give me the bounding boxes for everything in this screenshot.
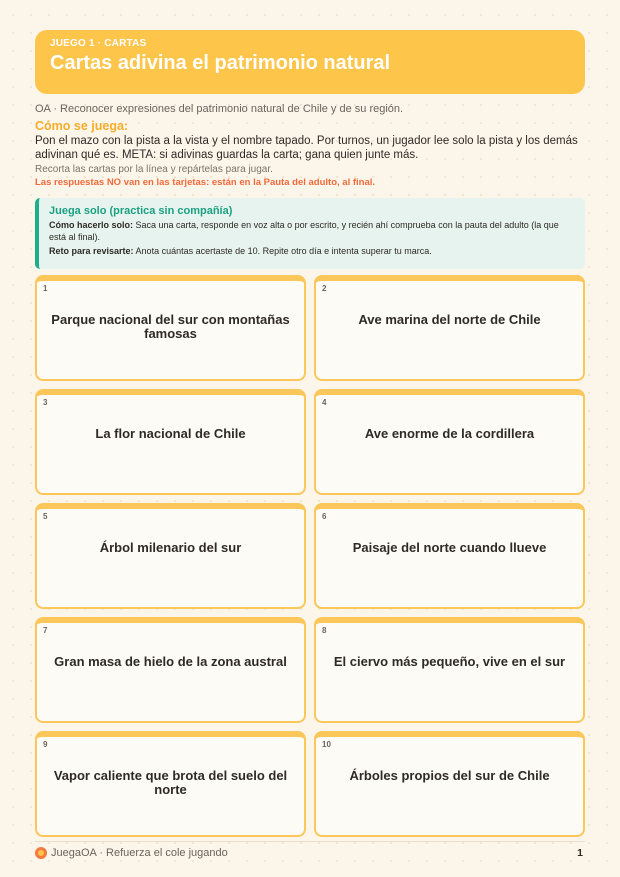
clue-card <box>35 389 306 495</box>
card-clue: Ave marina del norte de Chile <box>358 312 541 327</box>
card-clue: Gran masa de hielo de la zona austral <box>54 654 287 669</box>
solo-play-heading: Juega solo (practica sin compañía) <box>49 205 233 217</box>
how-to-play-text: Pon el mazo con la pista a la vista y el nombre tapado. Por turnos, un jugador lee solo la pista y los demás adivinan qué es. META: si adivinas guardas la carta; gana quien junte más. <box>35 135 578 161</box>
card-number: 3 <box>43 398 48 407</box>
card-clue: Vapor caliente que brota del suelo del norte <box>53 768 288 797</box>
answers-warning: Las respuestas NO van en las tarjetas: están en la Pauta del adulto, al final. <box>35 177 376 188</box>
clue-card <box>314 275 585 381</box>
card-number: 4 <box>322 398 327 407</box>
card-number: 6 <box>322 512 327 521</box>
card-clue: La flor nacional de Chile <box>95 426 246 441</box>
clue-card <box>35 503 306 609</box>
solo-play-box <box>35 198 585 269</box>
title-banner <box>35 30 585 94</box>
card-number: 2 <box>322 284 327 293</box>
card-number: 7 <box>43 626 48 635</box>
page-number: 1 <box>577 846 583 859</box>
footer-brand-text: JuegaOA · Refuerza el cole jugando <box>51 846 228 859</box>
clue-card <box>314 503 585 609</box>
card-number: 9 <box>43 740 48 749</box>
card-number: 1 <box>43 284 48 293</box>
solo-challenge-label: Reto para revisarte: <box>49 246 134 256</box>
solo-challenge-text: Anota cuántas acertaste de 10. Repite otro día e intenta superar tu marca. <box>133 246 432 256</box>
card-clue: Ave enorme de la cordillera <box>364 426 535 441</box>
solo-challenge-line <box>49 246 575 258</box>
card-clue: Árbol milenario del sur <box>99 540 242 555</box>
instructions-section <box>35 103 585 188</box>
game-kicker: JUEGO 1 · CARTAS <box>50 38 147 49</box>
page-title: Cartas adivina el patrimonio natural <box>50 52 391 74</box>
cut-instructions: Recorta las cartas por la línea y repártelas para jugar. <box>35 164 273 175</box>
footer-brand <box>35 847 228 859</box>
clue-card <box>35 617 306 723</box>
page-footer <box>35 841 585 861</box>
learning-objective: OA · Reconocer expresiones del patrimonio natural de Chile y de su región. <box>35 103 404 115</box>
clue-card <box>35 731 306 837</box>
card-clue: Paisaje del norte cuando llueve <box>352 540 547 555</box>
card-clue: Parque nacional del sur con montañas famosas <box>51 312 290 341</box>
card-number: 5 <box>43 512 48 521</box>
how-to-play-heading: Cómo se juega: <box>35 119 129 133</box>
target-circle-icon <box>35 847 47 859</box>
card-number: 8 <box>322 626 327 635</box>
solo-how-text: Saca una carta, responde en voz alta o por escrito, y recién ahí comprueba con la pauta del adulto (la que está al final). <box>49 220 559 242</box>
solo-how-line <box>49 220 575 243</box>
clue-card <box>314 731 585 837</box>
clue-card <box>35 275 306 381</box>
solo-how-label: Cómo hacerlo solo: <box>49 220 134 230</box>
card-clue: Árboles propios del sur de Chile <box>349 768 550 783</box>
clue-card <box>314 389 585 495</box>
clue-card <box>314 617 585 723</box>
card-clue: El ciervo más pequeño, vive en el sur <box>333 654 566 669</box>
card-number: 10 <box>322 740 331 749</box>
